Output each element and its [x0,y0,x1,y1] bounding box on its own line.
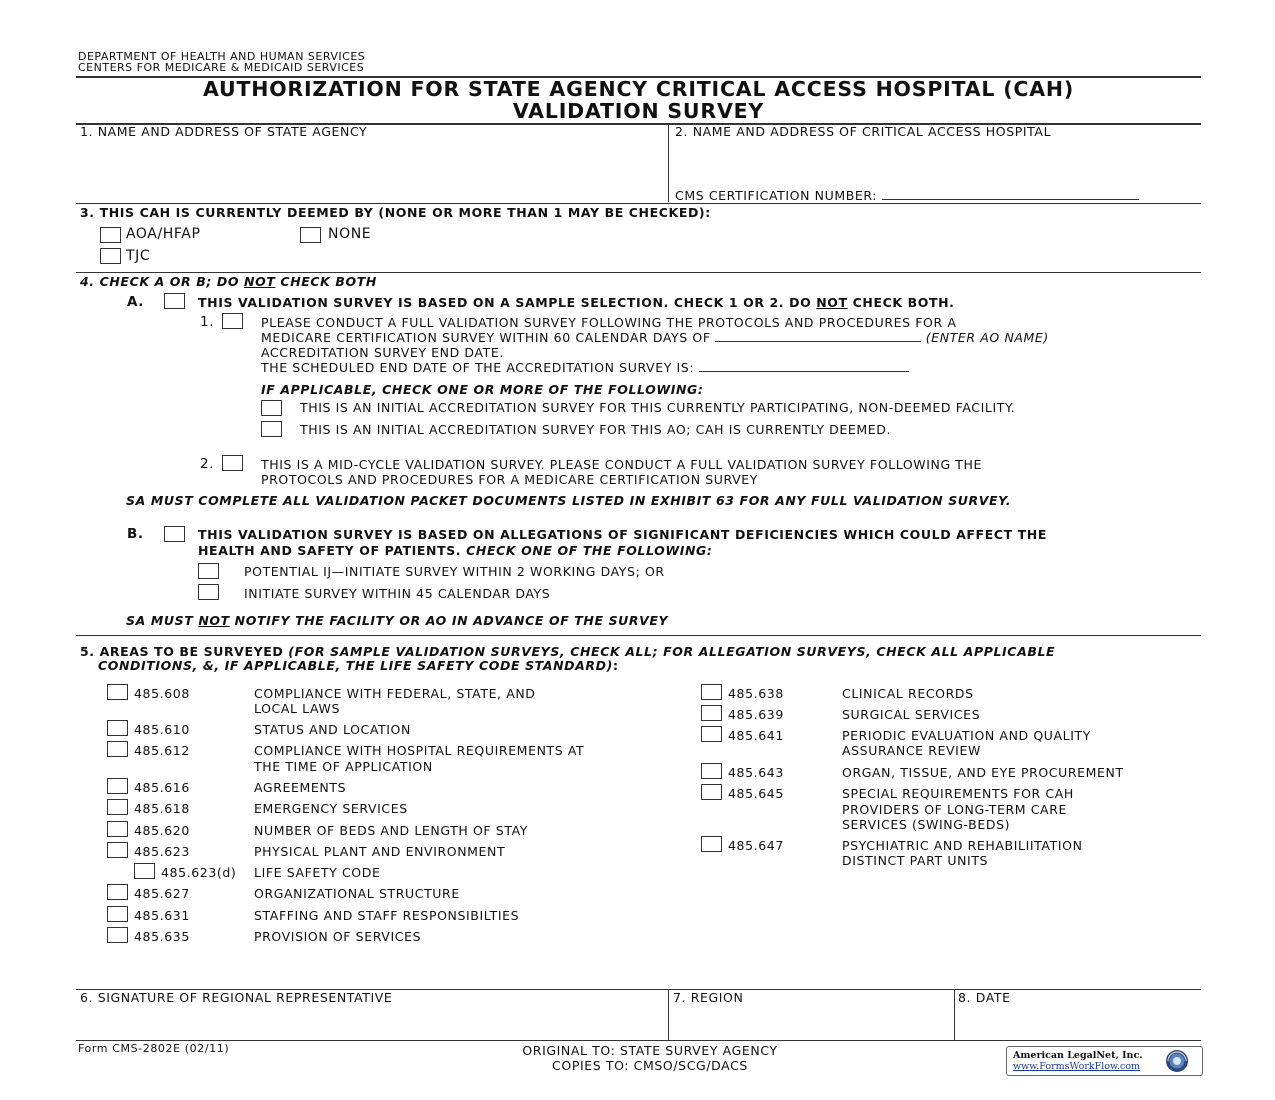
cond-485-643-checkbox[interactable] [701,763,722,779]
ao-name-field[interactable] [715,330,921,342]
cond-desc: THE TIME OF APPLICATION [254,759,433,774]
option-a1-line4: THE SCHEDULED END DATE OF THE ACCREDITATION SURVEY IS: [261,360,909,375]
cond-desc: PHYSICAL PLANT AND ENVIRONMENT [254,844,506,859]
section6-label: 6. SIGNATURE OF REGIONAL REPRESENTATIVE [80,990,393,1005]
cond-desc: ORGAN, TISSUE, AND EYE PROCUREMENT [842,765,1124,780]
agency-line: CENTERS FOR MEDICARE & MEDICAID SERVICES [78,61,365,74]
initial-non-deemed-checkbox[interactable] [261,400,282,416]
option-b-line2: HEALTH AND SAFETY OF PATIENTS. CHECK ONE OF THE FOLLOWING: [198,543,713,558]
cond-code: 485.643 [728,765,784,780]
cond-desc: STAFFING AND STAFF RESPONSIBILTIES [254,908,520,923]
rule [76,272,1201,273]
cond-485-635-checkbox[interactable] [107,927,128,943]
option-a1-number: 1. [200,314,215,330]
section5-label-cont: CONDITIONS, &, IF APPLICABLE, THE LIFE SAFETY CODE STANDARD): [98,658,619,673]
option-a2-line1: THIS IS A MID-CYCLE VALIDATION SURVEY. PLEASE CONDUCT A FULL VALIDATION SURVEY FOLLOWING THE [261,457,983,472]
cond-code: 485.639 [728,707,784,722]
section4-label: 4. CHECK A OR B; DO NOT CHECK BOTH [80,274,377,289]
region-field[interactable] [670,1006,952,1038]
cond-desc: NUMBER OF BEDS AND LENGTH OF STAY [254,823,529,838]
cond-code: 485.631 [134,908,190,923]
cond-code: 485.608 [134,686,190,701]
if-applicable-label: IF APPLICABLE, CHECK ONE OR MORE OF THE FOLLOWING: [261,382,704,397]
option-a-text: THIS VALIDATION SURVEY IS BASED ON A SAMPLE SELECTION. CHECK 1 OR 2. DO NOT CHECK BOTH. [198,295,955,310]
tjc-checkbox[interactable] [100,248,121,264]
cond-desc: STATUS AND LOCATION [254,722,411,737]
cond-desc: SERVICES (SWING-BEDS) [842,817,1011,832]
cond-code: 485.612 [134,743,190,758]
cond-desc: EMERGENCY SERVICES [254,801,408,816]
option-b-line1: THIS VALIDATION SURVEY IS BASED ON ALLEGATIONS OF SIGNIFICANT DEFICIENCIES WHICH COULD AFFECT THE [198,527,1048,542]
distribution-note: ORIGINAL TO: STATE SURVEY AGENCY COPIES TO: CMSO/SCG/DACS [522,1043,778,1073]
aoa-hfap-label: AOA/HFAP [126,226,201,242]
cond-485-623d-checkbox[interactable] [134,863,155,879]
cond-desc: LOCAL LAWS [254,701,340,716]
divider [954,989,955,1040]
cond-485-612-checkbox[interactable] [107,741,128,757]
sa-note-a: SA MUST COMPLETE ALL VALIDATION PACKET DOCUMENTS LISTED IN EXHIBIT 63 FOR ANY FULL VALIDATION SURVEY. [126,493,1012,508]
initiate-45-days-checkbox[interactable] [198,584,219,600]
cond-desc: PROVISION OF SERVICES [254,929,422,944]
cond-485-647-checkbox[interactable] [701,836,722,852]
cond-desc: PROVIDERS OF LONG-TERM CARE [842,802,1067,817]
cond-code: 485.616 [134,780,190,795]
cond-code: 485.645 [728,786,784,801]
cond-code: 485.641 [728,728,784,743]
cond-code: 485.618 [134,801,190,816]
signature-field[interactable] [77,1006,667,1038]
cms-cert-field[interactable] [882,188,1139,200]
cond-desc: SURGICAL SERVICES [842,707,981,722]
option-a1-line3: ACCREDITATION SURVEY END DATE. [261,345,504,360]
cond-code: 485.635 [134,929,190,944]
sa-note-b: SA MUST NOT NOTIFY THE FACILITY OR AO IN ADVANCE OF THE SURVEY [126,613,669,628]
cond-485-620-checkbox[interactable] [107,821,128,837]
option-a-letter: A. [127,294,145,310]
cond-desc: COMPLIANCE WITH FEDERAL, STATE, AND [254,686,536,701]
accreditation-end-date-field[interactable] [699,360,909,372]
logo-url-link[interactable]: www.FormsWorkFlow.com [1013,1061,1141,1072]
option-a-checkbox[interactable] [164,293,185,309]
cond-485-641-checkbox[interactable] [701,726,722,742]
option-a1-line1: PLEASE CONDUCT A FULL VALIDATION SURVEY FOLLOWING THE PROTOCOLS AND PROCEDURES FOR A [261,315,957,330]
cond-code: 485.638 [728,686,784,701]
option-a1-line2: MEDICARE CERTIFICATION SURVEY WITHIN 60 CALENDAR DAYS OF (ENTER AO NAME) [261,330,1049,345]
initial-deemed-checkbox[interactable] [261,421,282,437]
rule [76,203,1201,204]
cond-485-638-checkbox[interactable] [701,684,722,700]
globe-icon [1165,1049,1189,1073]
rule [76,635,1201,636]
aoa-hfap-checkbox[interactable] [100,227,121,243]
tjc-label: TJC [126,248,151,264]
potential-ij-checkbox[interactable] [198,563,219,579]
option-b-letter: B. [127,526,144,542]
cond-code: 485.623(d) [161,865,237,880]
section8-label: 8. DATE [958,990,1011,1005]
option-a2-checkbox[interactable] [222,455,243,471]
cond-code: 485.620 [134,823,190,838]
option-a2-line2: PROTOCOLS AND PROCEDURES FOR A MEDICARE CERTIFICATION SURVEY [261,472,759,487]
american-legalnet-logo [1006,1046,1203,1076]
page-title: AUTHORIZATION FOR STATE AGENCY CRITICAL ACCESS HOSPITAL (CAH) VALIDATION SURVEY [202,77,1075,123]
cond-code: 485.610 [134,722,190,737]
divider [668,124,669,202]
option-a1-checkbox[interactable] [222,313,243,329]
cond-desc: CLINICAL RECORDS [842,686,974,701]
initial-deemed-label: THIS IS AN INITIAL ACCREDITATION SURVEY FOR THIS AO; CAH IS CURRENTLY DEEMED. [300,422,892,437]
rule [76,1040,1201,1041]
none-label: NONE [328,226,372,242]
initial-non-deemed-label: THIS IS AN INITIAL ACCREDITATION SURVEY FOR THIS CURRENTLY PARTICIPATING, NON-DEEMED FACILITY. [300,400,1016,415]
cond-485-631-checkbox[interactable] [107,906,128,922]
section2-label: 2. NAME AND ADDRESS OF CRITICAL ACCESS HOSPITAL [675,124,1052,139]
form-number: Form CMS-2802E (02/11) [78,1042,230,1055]
cond-desc: LIFE SAFETY CODE [254,865,381,880]
cond-code: 485.647 [728,838,784,853]
section1-label: 1. NAME AND ADDRESS OF STATE AGENCY [80,124,368,139]
cond-code: 485.627 [134,886,190,901]
logo-company-name: American LegalNet, Inc. [1013,1050,1143,1061]
cond-485-627-checkbox[interactable] [107,884,128,900]
potential-ij-label: POTENTIAL IJ—INITIATE SURVEY WITHIN 2 WORKING DAYS; OR [244,564,665,579]
cond-desc: PERIODIC EVALUATION AND QUALITY [842,728,1091,743]
option-a2-number: 2. [200,456,215,472]
cond-desc: PSYCHIATRIC AND REHABILIITATION [842,838,1083,853]
cond-code: 485.623 [134,844,190,859]
option-b-checkbox[interactable] [164,526,185,542]
cond-485-623-checkbox[interactable] [107,842,128,858]
date-field[interactable] [956,1006,1200,1038]
cond-485-610-checkbox[interactable] [107,720,128,736]
cond-485-639-checkbox[interactable] [701,705,722,721]
section3-label: 3. THIS CAH IS CURRENTLY DEEMED BY (NONE OR MORE THAN 1 MAY BE CHECKED): [80,205,711,220]
cond-desc: SPECIAL REQUIREMENTS FOR CAH [842,786,1074,801]
cond-485-616-checkbox[interactable] [107,778,128,794]
cms-cert-row: CMS CERTIFICATION NUMBER: [675,188,1139,203]
initiate-45-days-label: INITIATE SURVEY WITHIN 45 CALENDAR DAYS [244,586,551,601]
section5-label: 5. AREAS TO BE SURVEYED (FOR SAMPLE VALIDATION SURVEYS, CHECK ALL; FOR ALLEGATION SURVEYS, CHECK ALL APPLICABLE [80,644,1056,659]
section7-label: 7. REGION [673,990,744,1005]
cond-desc: COMPLIANCE WITH HOSPITAL REQUIREMENTS AT [254,743,585,758]
cond-desc: AGREEMENTS [254,780,347,795]
cond-desc: ORGANIZATIONAL STRUCTURE [254,886,460,901]
none-checkbox[interactable] [300,227,321,243]
cond-desc: DISTINCT PART UNITS [842,853,989,868]
department-line: DEPARTMENT OF HEALTH AND HUMAN SERVICES [78,50,366,63]
cond-485-645-checkbox[interactable] [701,784,722,800]
cond-485-618-checkbox[interactable] [107,799,128,815]
divider [668,989,669,1040]
cond-485-608-checkbox[interactable] [107,684,128,700]
cond-desc: ASSURANCE REVIEW [842,743,981,758]
